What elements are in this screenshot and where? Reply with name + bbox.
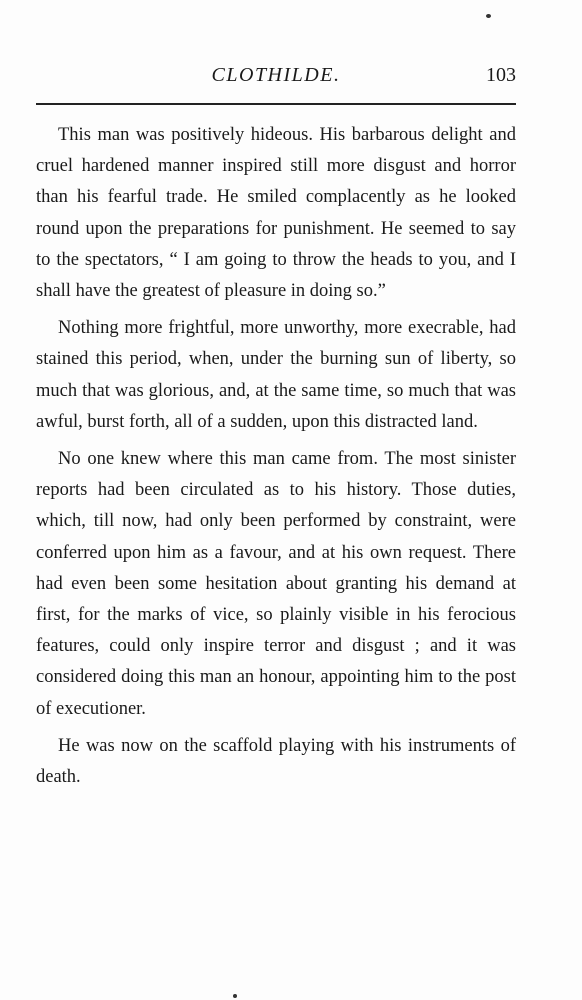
ink-speck	[486, 14, 491, 18]
page-number: 103	[486, 64, 516, 86]
paragraph: Nothing more frightful, more unworthy, more execrable, had stained this period, when, under the burning sun of liberty, so much that was glorious, and, at the same time, so much that was awful, burst forth, all of a sudden, upon this distracted land.	[36, 318, 516, 432]
running-title: CLOTHILDE.	[211, 64, 341, 86]
running-head	[36, 64, 516, 94]
paragraph: No one knew where this man came from. The most sinister reports had been circulated as to his history. Those duties, which, till now, had only been performed by constraint, were conferred upon him as a favour, and at his own request. There had even been some hesitation about granting his demand at first, for the marks of vice, so plainly visible in his ferocious features, could only inspire terror and disgust ; and it was considered doing this man an honour, appointing him to the post of executioner.	[36, 449, 516, 719]
header-rule	[36, 103, 516, 105]
body-text	[36, 120, 516, 799]
paragraph: This man was positively hideous. His barbarous delight and cruel hardened manner inspired still more disgust and horror than his fearful trade. He smiled complacently as he looked round upon the preparations for punishment. He seemed to say to the spectators, “ I am going to throw the heads to you, and I shall have the greatest of pleasure in doing so.”	[36, 125, 516, 302]
ink-speck	[233, 994, 237, 998]
paragraph: He was now on the scaffold playing with his instruments of death.	[36, 735, 516, 788]
